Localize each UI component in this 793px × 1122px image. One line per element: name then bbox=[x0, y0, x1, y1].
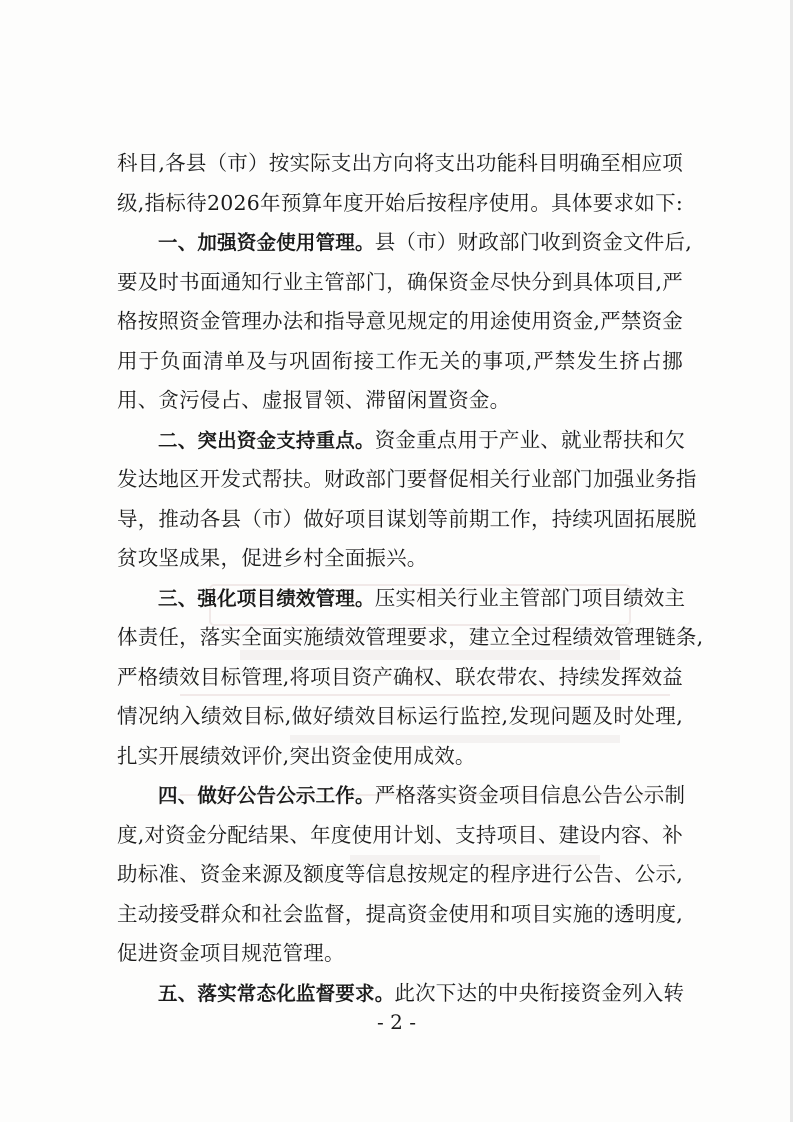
section-4-first-line bbox=[117, 776, 686, 816]
line-text: 级,指标待2026年预算年度开始后按程序使用。具体要求如下: bbox=[117, 190, 683, 215]
line-text: 格按照资金管理办法和指导意见规定的用途使用资金,严禁资金 bbox=[117, 309, 683, 333]
section-5-first-line bbox=[117, 974, 683, 1014]
text-line bbox=[117, 144, 683, 184]
body-text bbox=[117, 144, 704, 1013]
text-line bbox=[117, 381, 683, 421]
page-number: - 2 - bbox=[377, 1010, 416, 1034]
section-2-first-line bbox=[117, 421, 686, 461]
line-text: 压实相关行业主管部门项目绩效主 bbox=[374, 585, 686, 610]
line-text: 用、贪污侵占、虚报冒领、滞留闲置资金。 bbox=[117, 388, 511, 412]
line-text: 要及时书面通知行业主管部门，确保资金尽快分到具体项目,严 bbox=[117, 269, 683, 294]
line-text: 科目,各县（市）按实际支出方向将支出功能科目明确至相应项 bbox=[117, 151, 683, 175]
section-3-first-line bbox=[117, 579, 686, 619]
line-text: 促进资金项目规范管理。 bbox=[117, 941, 345, 965]
line-text: 严格绩效目标管理,将项目资产确权、联农带农、持续发挥效益 bbox=[117, 664, 683, 689]
text-line bbox=[117, 500, 697, 540]
line-text: 助标准、资金来源及额度等信息按规定的程序进行公告、公示, bbox=[117, 862, 683, 886]
text-line bbox=[117, 618, 704, 658]
line-text: 度,对资金分配结果、年度使用计划、支持项目、建设内容、补 bbox=[117, 822, 683, 847]
line-text: 县（市）财政部门收到资金文件后, bbox=[374, 230, 692, 254]
text-line bbox=[117, 539, 683, 579]
text-line bbox=[117, 855, 683, 895]
line-text: 体责任，落实全面实施绩效管理要求，建立全过程绩效管理链条, bbox=[117, 625, 704, 649]
section-heading: 一、加强资金使用管理。 bbox=[158, 231, 375, 254]
line-text: 贫攻坚成果，促进乡村全面振兴。 bbox=[117, 546, 428, 570]
section-heading: 四、做好公告公示工作。 bbox=[158, 784, 375, 807]
line-text: 情况纳入绩效目标,做好绩效目标运行监控,发现问题及时处理, bbox=[117, 704, 683, 728]
text-line bbox=[117, 816, 683, 856]
line-text: 扎实开展绩效评价,突出资金使用成效。 bbox=[117, 743, 476, 768]
text-line bbox=[117, 184, 683, 224]
line-text: 主动接受群众和社会监督，提高资金使用和项目实施的透明度, bbox=[117, 901, 683, 926]
text-line bbox=[117, 460, 697, 500]
line-text: 导，推动各县（市）做好项目谋划等前期工作，持续巩固拓展脱 bbox=[117, 506, 697, 531]
section-heading: 二、突出资金支持重点。 bbox=[158, 428, 375, 452]
section-heading: 三、强化项目绩效管理。 bbox=[158, 586, 375, 610]
line-text: 严格落实资金项目信息公告公示制 bbox=[374, 783, 686, 807]
text-line bbox=[117, 263, 683, 303]
text-line bbox=[117, 658, 683, 698]
text-line bbox=[117, 302, 683, 342]
line-text: 资金重点用于产业、就业帮扶和欠 bbox=[374, 427, 686, 452]
section-heading: 五、落实常态化监督要求。 bbox=[158, 981, 395, 1005]
text-line bbox=[117, 895, 683, 935]
line-text: 此次下达的中央衔接资金列入转 bbox=[394, 980, 685, 1005]
line-text: 用于负面清单及与巩固衔接工作无关的事项,严禁发生挤占挪 bbox=[117, 348, 683, 373]
text-line bbox=[117, 934, 683, 974]
text-line bbox=[117, 737, 683, 777]
line-text: 发达地区开发式帮扶。财政部门要督促相关行业部门加强业务指 bbox=[117, 467, 697, 491]
text-line bbox=[117, 697, 683, 737]
text-line bbox=[117, 342, 683, 382]
section-1-first-line bbox=[117, 223, 692, 263]
